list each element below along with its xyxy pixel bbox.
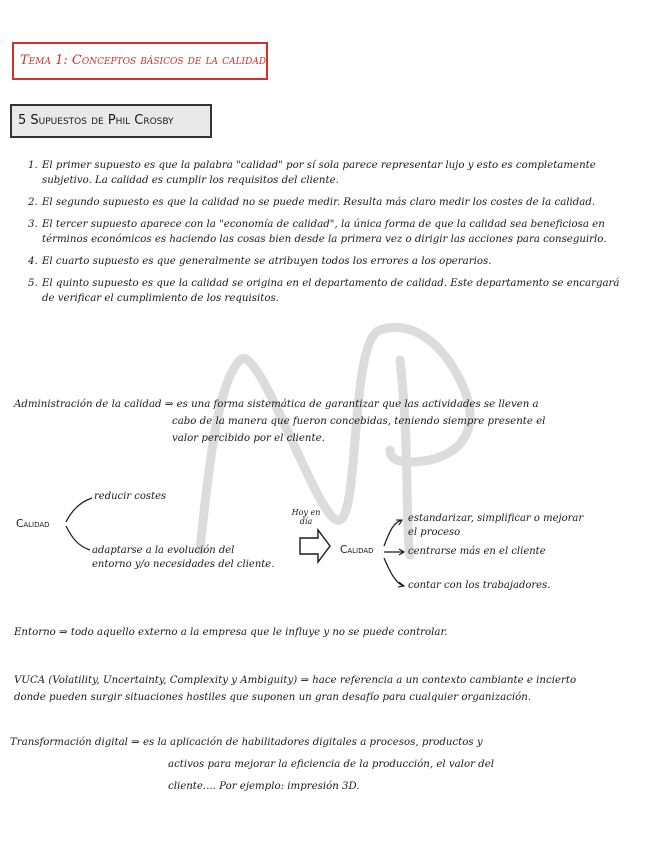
branch-line-down [66, 526, 90, 550]
admin-definition: Administración de la calidad ⇒ es una forma sistemática de garantizar que las actividades se lleven a cabo de la manera que fueron concebidas, teniendo siempre presente el valor percibido por el cliente. [14, 399, 546, 444]
right-item-2: centrarse más en el cliente [408, 546, 546, 557]
list-item: 3. El tercer supuesto aparece con la "economía de calidad", la única forma de que la calidad sea beneficiosa en términos económicos es haciendo las cosas bien desde la primera vez o dirigir las acciones para conseguirlo. [28, 219, 607, 245]
lower-branch-text: adaptarse a la evolución del entorno y/o necesidades del cliente. [92, 545, 275, 570]
assumptions-list [28, 158, 632, 313]
implies-arrow: ⇒ [300, 675, 309, 686]
implies-arrow: ⇒ [164, 399, 174, 410]
upper-branch-text: reducir costes [94, 491, 167, 502]
arrow-right-icon [300, 530, 330, 562]
implies-arrow: ⇒ [131, 737, 140, 748]
transformacion-definition: Transformación digital ⇒ es la aplicación de habilitadores digitales a procesos, productos y activos para mejorar la eficiencia de la producción, el valor del cliente.... Por ejemplo: impresión 3D. [10, 737, 494, 792]
list-item: 2. El segundo supuesto es que la calidad no se puede medir. Resulta más claro medir los costes de la calidad. [28, 197, 596, 208]
list-item: 5. El quinto supuesto es que la calidad se origina en el departamento de calidad. Este departamento se encargará de verificar el cumplimiento de los requisitos. [28, 278, 620, 304]
right-item-1: estandarizar, simplificar o mejorar el proceso [408, 513, 584, 538]
admin-term: Administración de la calidad [14, 399, 162, 410]
calidad-label-right: Calidad [340, 544, 374, 556]
calidad-label-left: Calidad [16, 518, 50, 530]
vuca-definition: VUCA (Volatility, Uncertainty, Complexity y Ambiguity) ⇒ hace referencia a un contexto cambiante e incierto donde pueden surgir situaciones hostiles que suponen un gran desafío para cualquier organización. [14, 675, 577, 703]
branch-line-up [66, 498, 92, 522]
entorno-definition: Entorno ⇒ todo aquello externo a la empresa que le influye y no se puede controlar. [14, 627, 448, 638]
branch-arrow-3 [384, 558, 404, 586]
list-item: 4. El cuarto supuesto es que generalmente se atribuyen todos los errores a los operarios. [28, 256, 492, 267]
today-note: Hoy en día [291, 508, 321, 526]
implies-arrow: ⇒ [59, 627, 68, 638]
right-item-3: contar con los trabajadores. [408, 580, 551, 591]
list-item: 1. El primer supuesto es que la palabra "calidad" por sí sola parece representar lujo y esto es completamente subjetivo. La calidad es cumplir los requisitos del cliente. [28, 160, 596, 186]
page-title: Tema 1: Conceptos básicos de la calidad [12, 42, 268, 80]
section-heading: 5 Supuestos de Phil Crosby [10, 104, 212, 138]
